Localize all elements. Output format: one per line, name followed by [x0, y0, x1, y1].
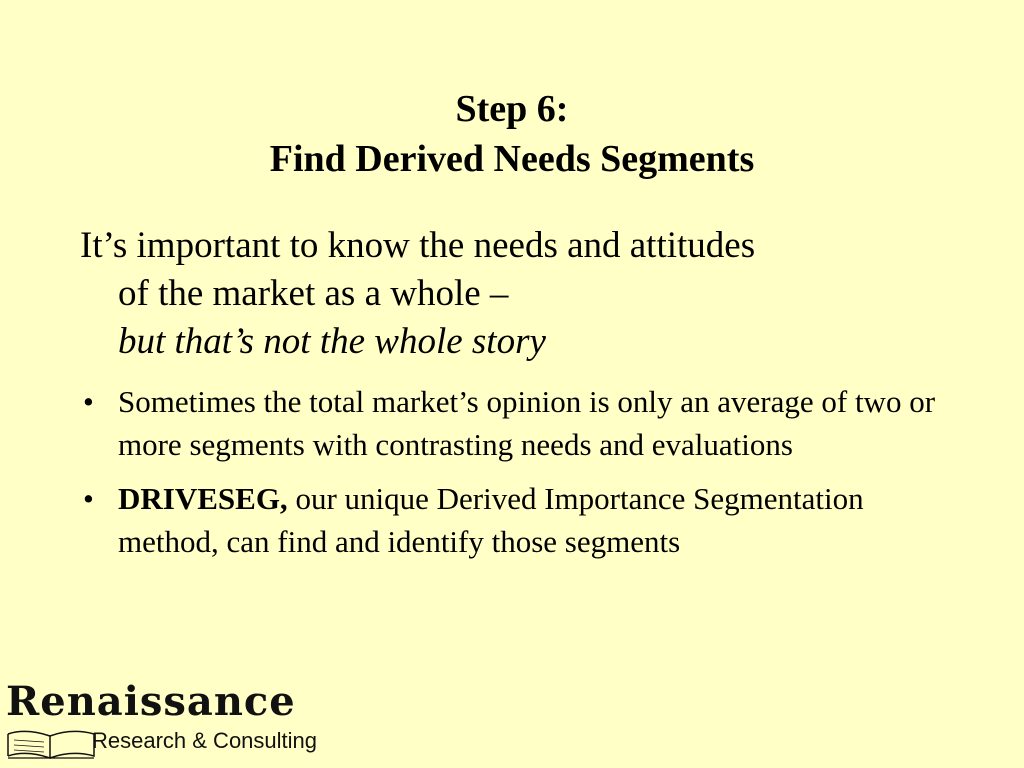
open-book-icon	[6, 726, 96, 760]
bullet-item	[80, 380, 940, 466]
bullet-item	[80, 477, 940, 563]
logo-wordmark: Renaissance	[6, 678, 296, 725]
bullet-marker: •	[83, 481, 94, 516]
intro-line-1: It’s important to know the needs and attitudes	[80, 225, 756, 266]
slide-title	[0, 84, 1024, 184]
slide-body	[80, 222, 940, 574]
bullet-text: our unique Derived Importance Segmentation method, can find and identify those segments	[118, 481, 864, 559]
title-line-1: Step 6:	[455, 88, 569, 130]
company-logo	[6, 678, 336, 762]
bullet-list	[80, 380, 940, 563]
bullet-bold-term: DRIVESEG,	[118, 481, 288, 516]
logo-tagline: Research & Consulting	[92, 728, 318, 753]
intro-line-3: but that’s not the whole story	[118, 321, 546, 362]
intro-paragraph	[80, 222, 940, 366]
intro-line-2: of the market as a whole –	[118, 273, 509, 314]
title-line-2: Find Derived Needs Segments	[269, 138, 755, 180]
bullet-marker: •	[83, 384, 94, 419]
bullet-text: Sometimes the total market’s opinion is only an average of two or more segments with contrasting needs and evaluations	[118, 384, 936, 462]
